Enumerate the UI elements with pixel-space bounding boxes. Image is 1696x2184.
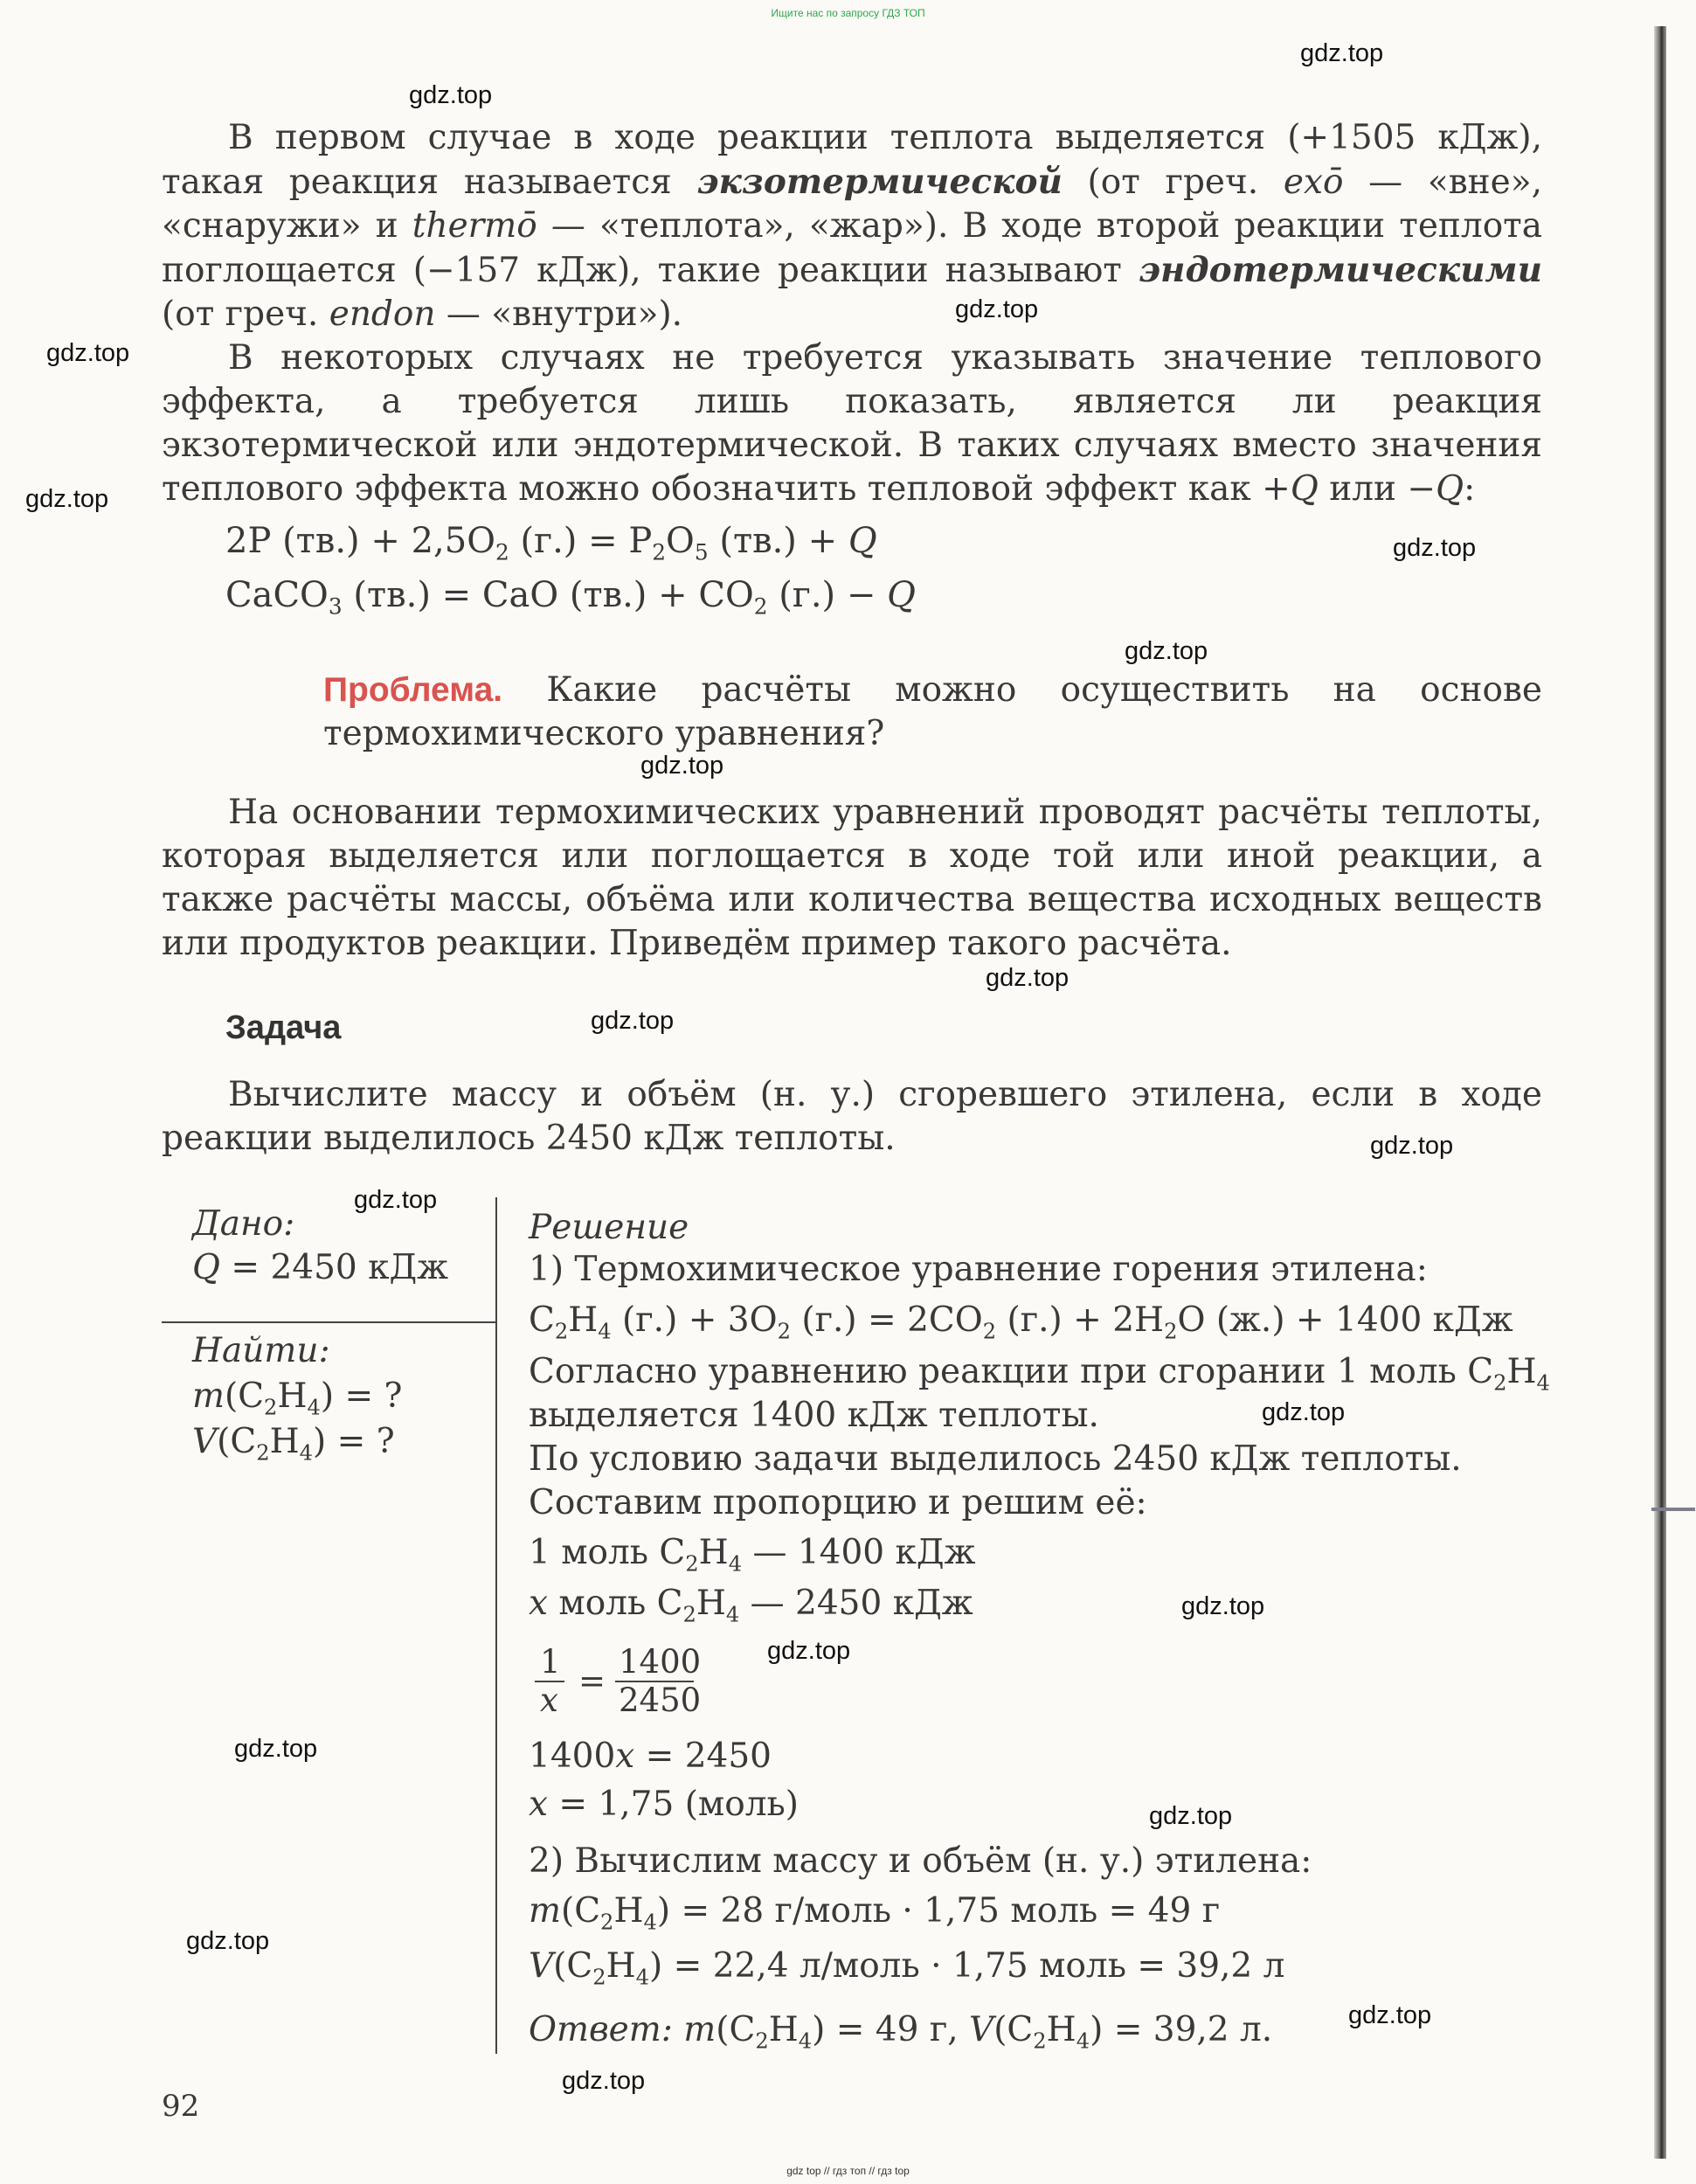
intro-text	[162, 116, 1542, 511]
fraction-equals: =	[578, 1662, 606, 1700]
watermark: gdz.top	[955, 295, 1039, 323]
watermark: gdz.top	[640, 752, 724, 780]
watermark: gdz.top	[1300, 39, 1384, 67]
watermark: gdz.top	[25, 485, 109, 513]
watermark: gdz.top	[46, 339, 130, 367]
ethylene-combustion-equation: $C_2H_4$ $(г.) + 3O_2$ $(г.) = 2CO_2$ $(г.) + 2H_2O$ (ж.) + 1400 кДж	[529, 1300, 1513, 1344]
watermark: gdz.top	[1348, 2001, 1432, 2029]
bottom-banner[interactable]: gdz top // гдз топ // гдз top	[786, 2165, 910, 2177]
watermark: gdz.top	[986, 964, 1070, 992]
solution-divider	[495, 1197, 497, 2054]
fraction-denominator: x	[540, 1681, 558, 1719]
watermark: gdz.top	[562, 2067, 646, 2095]
problem-box: Проблема. Какие расчёты можно осуществить на основе термохимического уравнения?	[323, 670, 1542, 753]
watermark: gdz.top	[354, 1186, 438, 1214]
paragraph-exothermic: В первом случае в ходе реакции теплота выделяется (+1505 кДж), такая реакция называется экзотермической (от греч. exō — «вне», «снаружи» и thermō — «теплота», «жар»). В ходе второй реакции теплота поглощается (−157 кДж), такие реакции называют эндотермическими (от греч. endon — «внутри»).	[162, 118, 1542, 334]
solution-step-1: 1) Термохимическое уравнение горения этилена:	[529, 1250, 1428, 1289]
watermark: gdz.top	[409, 81, 493, 109]
task-text: Вычислите массу и объём (н. у.) сгоревшего этилена, если в ходе реакции выделилось 2450 кДж теплоты.	[162, 1075, 1542, 1158]
watermark: gdz.top	[1262, 1398, 1346, 1426]
find-volume: $V(C_2H_4)$ = ?	[192, 1422, 395, 1466]
problem-label: Проблема.	[323, 671, 503, 709]
x-value: x = 1,75 (моль)	[529, 1785, 799, 1824]
term-endothermic: эндотермическими	[1138, 250, 1542, 290]
solution-line: выделяется 1400 кДж теплоты.	[529, 1396, 1099, 1435]
term-exothermic: экзотермической	[696, 162, 1063, 202]
body-text: На основании термохимических уравнений проводят расчёты теплоты, которая выделяется или поглощается в ходе той или иной реакции, а также расчёты массы, объёма или количества вещества исходных веществ или продуктов реакции. Приведём пример такого расчёта.	[162, 793, 1542, 963]
top-banner[interactable]: Ищите нас по запросу ГДЗ ТОП	[771, 7, 925, 19]
proportion-line-2: x моль $C_2H_4$ — 2450 кДж	[529, 1584, 973, 1627]
watermark: gdz.top	[1149, 1802, 1233, 1830]
find-mass: $m(C_2H_4)$ = ?	[192, 1376, 403, 1420]
solution-line: Составим пропорцию и решим её:	[529, 1483, 1147, 1522]
watermark: gdz.top	[1393, 534, 1477, 562]
fraction-denominator: 2450	[619, 1681, 702, 1719]
given-divider	[162, 1321, 495, 1323]
equation-result: 1400x = 2450	[529, 1737, 772, 1776]
watermark: gdz.top	[1370, 1132, 1454, 1160]
solution-label: Решение	[529, 1208, 689, 1247]
solution-line: По условию задачи выделилось 2450 кДж теплоты.	[529, 1439, 1462, 1479]
watermark: gdz.top	[186, 1927, 270, 1955]
page-edge-mark	[1651, 1508, 1695, 1511]
solution-step-2: 2) Вычислим массу и объём (н. у.) этилена:	[529, 1841, 1312, 1881]
watermark: gdz.top	[591, 1007, 675, 1035]
watermark: gdz.top	[1181, 1592, 1265, 1620]
paragraph-heat-effect: В некоторых случаях не требуется указывать значение теплового эффекта, а требуется лишь показать, является ли реакция экзотермической или эндотермической. В таких случаях вместо значения теплового эффекта можно обозначить тепловой эффект как +Q или −Q:	[162, 338, 1542, 509]
task-heading: Задача	[225, 1009, 342, 1046]
page-spine-edge	[1654, 26, 1666, 2159]
equation-calcium-carbonate: CaCO$_3$ (тв.) = CaO $(тв.) + CO_2$ (г.) − Q	[225, 575, 916, 620]
given-q: Q = 2450 кДж	[192, 1248, 449, 1287]
fraction-numerator: 1	[540, 1643, 561, 1681]
answer-label: Ответ:	[529, 2010, 673, 2049]
page-number: 92	[162, 2089, 200, 2124]
equation-phosphorus: 2P $(тв.) + 2,5O_2$ $(г.) = P_2O_5$ (тв.) + Q	[225, 521, 877, 565]
find-label: Найти:	[192, 1331, 330, 1370]
given-label: Дано:	[192, 1204, 295, 1244]
fraction-numerator: 1400	[619, 1643, 702, 1681]
watermark: gdz.top	[767, 1637, 851, 1665]
answer-line: Ответ: $m(C_2H_4) = 49$ г, $V(C_2H_4) = 39,2$ л.	[529, 2010, 1273, 2054]
watermark: gdz.top	[234, 1735, 318, 1763]
solution-line: Согласно уравнению реакции при сгорании 1 моль $C_2H_4$	[529, 1352, 1550, 1396]
watermark: gdz.top	[1125, 637, 1208, 665]
mass-calculation: $m(C_2H_4) = 28$ г/моль · 1,75 моль = 49 г	[529, 1891, 1221, 1935]
volume-calculation: $V(C_2H_4) = 22,4$ л/моль · 1,75 моль = 39,2 л	[529, 1946, 1285, 1990]
proportion-fraction	[535, 1643, 701, 1722]
proportion-line-1: 1 моль $C_2H_4$ — 1400 кДж	[529, 1533, 976, 1577]
